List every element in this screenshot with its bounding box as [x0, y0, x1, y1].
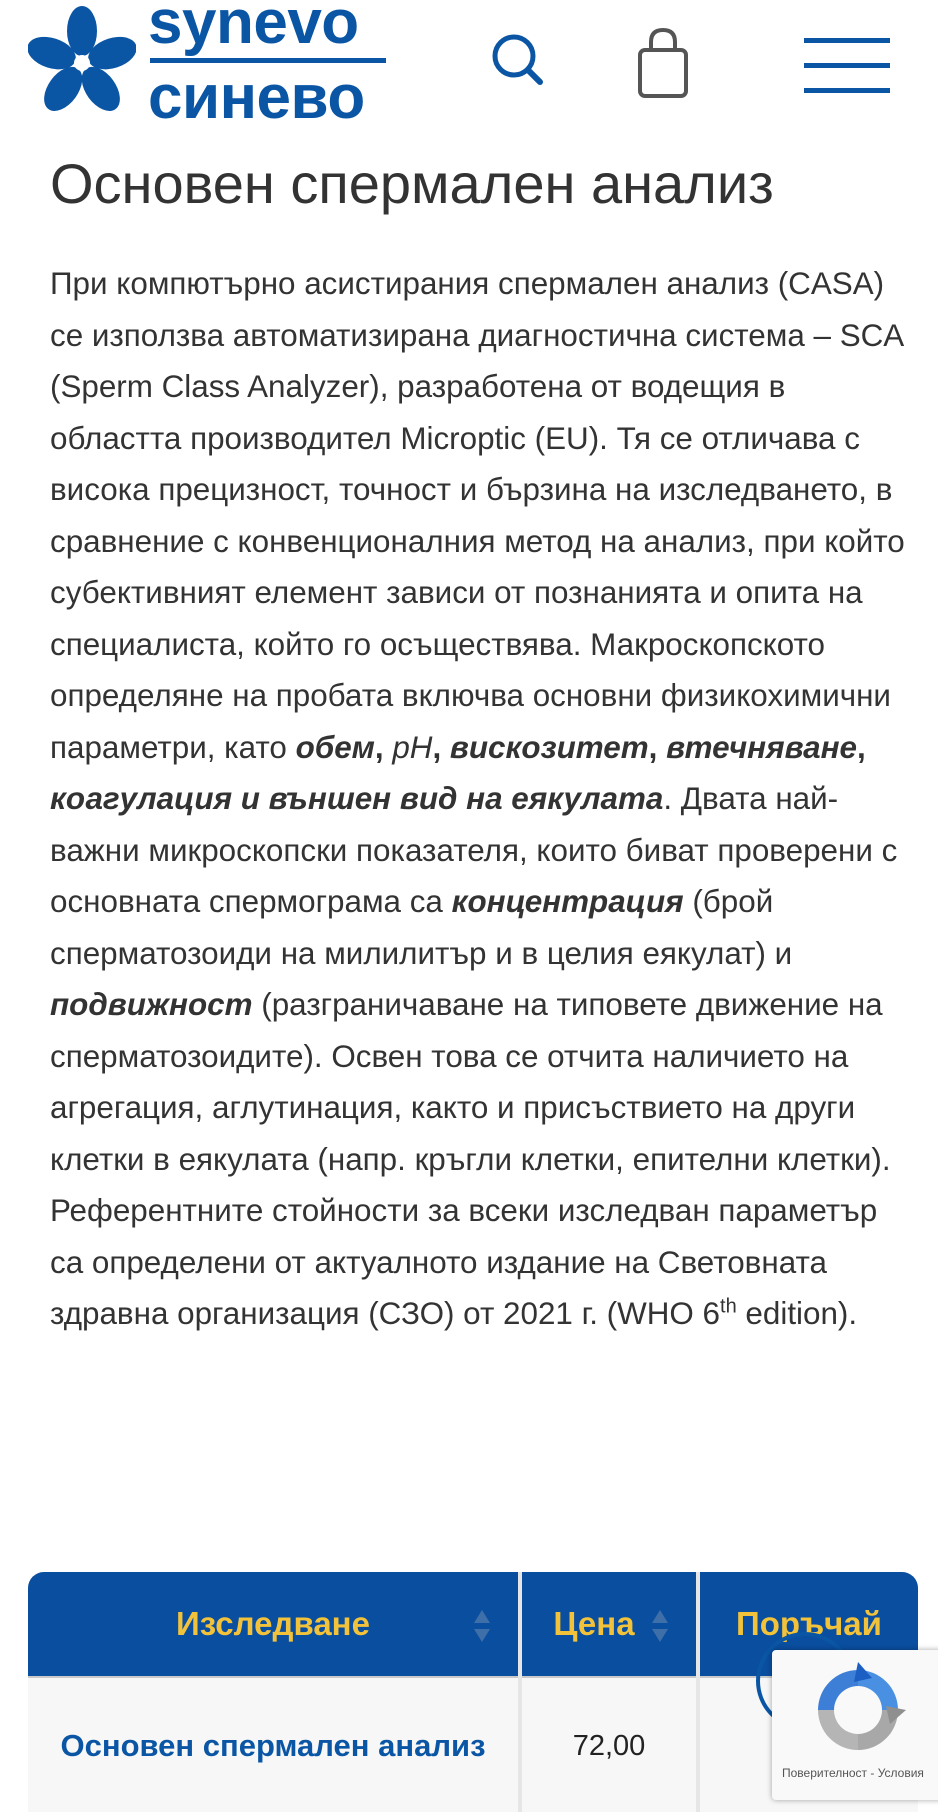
- cart-button[interactable]: [632, 26, 694, 102]
- test-name-link[interactable]: [28, 1678, 518, 1812]
- desc-separator: ,: [857, 729, 866, 765]
- desc-text: (брой сперматозоиди на милилитър и в целия еякулат) и: [50, 884, 793, 971]
- desc-emphasis-liquefaction: втечняване: [666, 729, 858, 765]
- menu-button[interactable]: [804, 34, 890, 96]
- site-header: [0, 0, 938, 140]
- logo-latin: synevo: [148, 0, 359, 57]
- desc-separator: ,: [648, 729, 667, 765]
- column-header-test[interactable]: [28, 1572, 518, 1676]
- brand-wordmark[interactable]: [148, 0, 386, 132]
- privacy-link[interactable]: Поверителност: [782, 1766, 868, 1780]
- desc-separator: ,: [432, 729, 450, 765]
- desc-separator: ,: [374, 729, 393, 765]
- hamburger-menu-icon: [804, 34, 890, 96]
- desc-emphasis-ph: pH: [392, 729, 433, 765]
- desc-emphasis-concentration: концентрация: [451, 884, 684, 919]
- column-header-test-label: Изследване: [176, 1605, 370, 1642]
- sort-icon[interactable]: [650, 1606, 670, 1646]
- terms-link[interactable]: Условия: [877, 1766, 924, 1780]
- desc-superscript: th: [720, 1295, 737, 1318]
- recaptcha-badge[interactable]: [772, 1650, 938, 1800]
- test-price-value: 72,00: [572, 1729, 646, 1762]
- recaptcha-icon: [810, 1662, 906, 1758]
- column-divider: [518, 1572, 522, 1812]
- column-header-order-label: Поръчай: [736, 1605, 882, 1642]
- column-header-price-label: Цена: [553, 1605, 635, 1642]
- desc-emphasis-viscosity: вискозитет: [449, 729, 649, 765]
- search-icon: [488, 30, 548, 90]
- sort-icon[interactable]: [472, 1606, 492, 1646]
- test-price: [522, 1678, 696, 1812]
- recaptcha-links: [782, 1766, 938, 1780]
- desc-text: При компютърно асистирания спермален анализ (CASA) се използва автоматизирана диагностична система – SCA (Sperm Class Analyzer), разработена от водещия в областта производител Microptic (EU). Тя се отличава с висока прецизност, точност и бързина на изследването, в сравнение с конвенционалния метод на анализ, при който субективният елемент зависи от познанията и опита на специалиста, който го осъществява. Макроскопското определяне на пробата включва основни физикохимични параметри, като: [50, 266, 905, 765]
- shopping-bag-icon: [632, 26, 694, 102]
- desc-emphasis-coagulation: коагулация и външен вид на еякулата: [50, 781, 664, 816]
- page-title: Основен спермален анализ: [50, 152, 774, 215]
- desc-text: (разграничаване на типовете движение на сперматозоидите). Освен това се отчита наличието на агрегация, аглутинация, както и присъствието на други клетки в еякулата (напр. кръгли клетки, епителни клетки). Референтните стойности за всеки изследван параметър са определени от актуалното издание на Световната здравна организация (СЗО) от 2021 г. (WHO 6: [50, 987, 891, 1331]
- synevo-flower-logo-icon[interactable]: [28, 4, 136, 122]
- column-divider: [696, 1572, 700, 1812]
- search-button[interactable]: [488, 30, 548, 90]
- logo-cyrillic: синево: [148, 63, 365, 132]
- desc-emphasis-motility: подвижност: [50, 987, 253, 1022]
- desc-text: edition).: [736, 1296, 858, 1331]
- test-name-label: Основен спермален анализ: [60, 1728, 486, 1763]
- test-description: [50, 258, 910, 1340]
- desc-emphasis-volume: обем: [295, 729, 375, 765]
- link-separator: -: [867, 1766, 878, 1780]
- desc-text: . Двата най-важни микроскопски показателя, които биват проверени с основната спермограма са: [50, 781, 898, 919]
